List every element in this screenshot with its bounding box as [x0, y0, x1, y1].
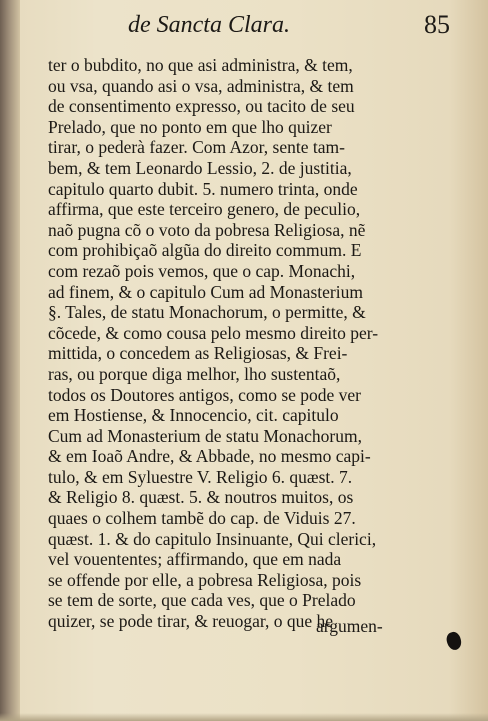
ink-blot [444, 630, 463, 652]
text-line: & em Ioaõ Andre, & Abbade, no mesmo capi- [48, 446, 371, 467]
running-title: de Sancta Clara. [128, 12, 290, 38]
text-line: Cum ad Monasterium de statu Monachorum, [48, 425, 362, 446]
text-line: vel vouententes; affirmando, que em nada [48, 549, 342, 570]
text-line: bem, & tem Leonardo Lessio, 2. de justitia, [48, 157, 352, 178]
text-line: se offende por elle, a pobresa Religiosa, pois [48, 569, 362, 590]
text-line: de consentimento expresso, ou tacito de seu [48, 96, 355, 117]
text-line: quizer, se pode tirar, & reuogar, o que he [48, 611, 334, 632]
text-line: quaes o colhem tambẽ do cap. de Viduis 27. [48, 508, 356, 529]
text-line: & Religio 8. quæst. 5. & noutros muitos, os [48, 487, 354, 508]
text-line: ad finem, & o capitulo Cum ad Monasterium [48, 281, 363, 302]
page-number: 85 [424, 10, 450, 39]
text-line: §. Tales, de statu Monachorum, o permitte, & [48, 302, 366, 323]
page-bottom-edge [0, 713, 488, 721]
text-line: tulo, & em Syluestre V. Religio 6. quæst. 7. [48, 466, 353, 487]
text-line: quæst. 1. & do capitulo Insinuante, Qui clerici, [48, 528, 377, 549]
text-line: com rezaõ pois vemos, que o cap. Monachi, [48, 260, 356, 281]
text-line: ter o bubdito, no que asi administra, & tem, [48, 55, 353, 75]
text-line: affirma, que este terceiro genero, de peculio, [48, 199, 361, 220]
catchword: argumen- [316, 616, 383, 636]
text-line: cõcede, & como cousa pelo mesmo direito per- [48, 322, 379, 343]
text-line: mittida, o concedem as Religiosas, & Frei- [48, 343, 348, 364]
book-spine-shadow [0, 0, 20, 721]
text-line: todos os Doutores antigos, como se pode ver [48, 384, 362, 405]
text-line: naõ pugna cõ o voto da pobresa Religiosa, nẽ [48, 219, 366, 240]
body-text [48, 55, 388, 632]
text-line: capitulo quarto dubit. 5. numero trinta, onde [48, 178, 358, 199]
text-line: ou vsa, quando asi o vsa, administra, & tem [48, 75, 354, 96]
text-line: tirar, o pederà fazer. Com Azor, sente tam- [48, 137, 345, 158]
text-line: com prohibiçaõ algũa do direito commum. E [48, 240, 362, 261]
text-line: em Hostiense, & Innocencio, cit. capitulo [48, 405, 339, 426]
text-line: Prelado, que no ponto em que lho quizer [48, 116, 332, 137]
text-line: se tem de sorte, que cada ves, que o Prelado [48, 590, 356, 611]
page-header [120, 12, 450, 46]
text-line: ras, ou porque diga melhor, lho sustentaõ, [48, 363, 341, 384]
